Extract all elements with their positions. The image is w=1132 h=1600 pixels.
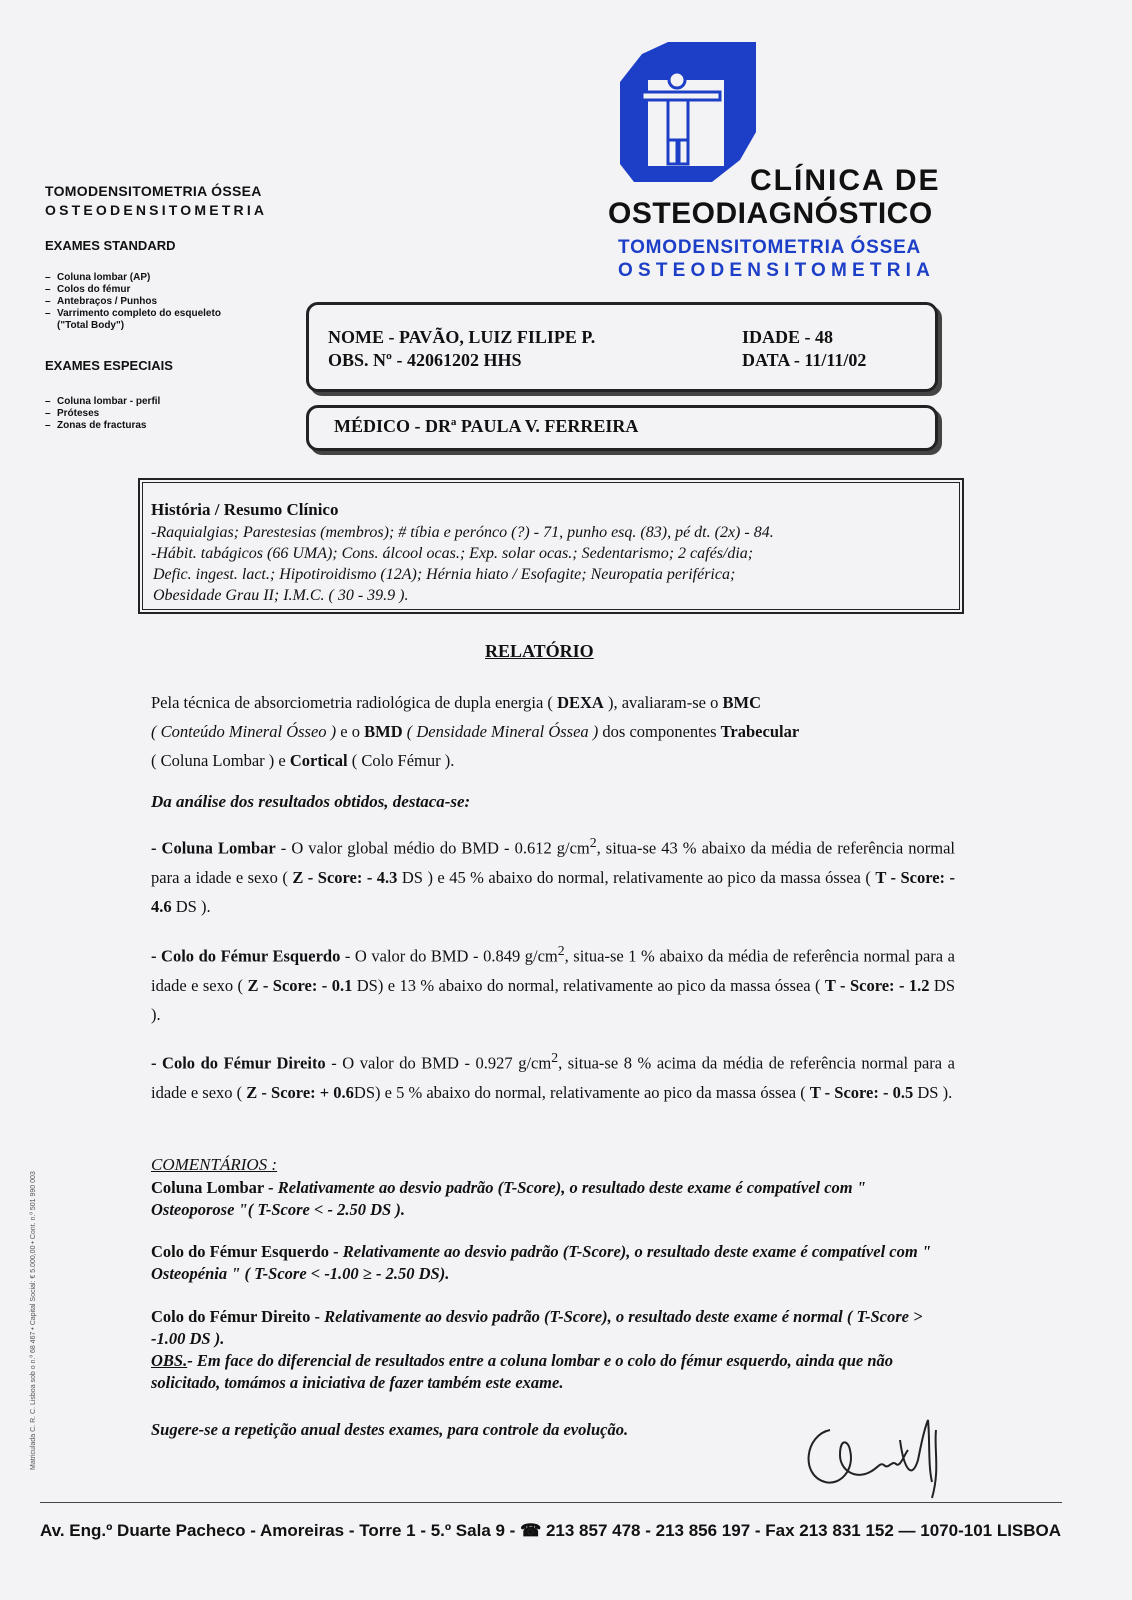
history-line: Defic. ingest. lact.; Hipotiroidismo (12A); Hérnia hiato / Esofagite; Neuropatia periférica; — [153, 566, 736, 583]
clinical-history-title: História / Resumo Clínico — [151, 500, 339, 519]
comment-lumbar: Coluna Lombar - Relativamente ao desvio padrão (T-Score), o resultado deste exame é compatível com " Osteoporose "( T-Score < - 2.50 DS ). — [151, 1178, 866, 1219]
standard-exams-list — [45, 272, 221, 332]
clinic-name-line1: CLÍNICA DE — [750, 164, 941, 197]
clinical-history-text — [151, 522, 774, 606]
clinic-specialty-line2: OSTEODENSITOMETRIA — [618, 260, 936, 281]
history-line: -Raquialgias; Parestesias (membros); # tíbia e perónco (?) - 71, punho esq. (83), pé dt. (2x) - 84. — [151, 524, 774, 541]
clinic-name-line2: OSTEODIAGNÓSTICO — [608, 197, 933, 230]
clinic-specialty-line1: TOMODENSITOMETRIA ÓSSEA — [618, 237, 922, 258]
report-intro-paragraph: Pela técnica de absorciometria radiológica de dupla energia ( DEXA ), avaliaram-se o BMC ( Conteúdo Mineral Ósseo ) e o BMD ( Densidade Mineral Óssea ) dos componentes Trabecular ( Coluna Lombar ) e Cortical ( Colo Fémur ). — [151, 693, 800, 770]
left-femur-result: - Colo do Fémur Esquerdo - O valor do BMD - 0.849 $g/cm^2$, situa-se 1 % abaixo da média de referência normal para a idade e sexo ( Z - Score: - 0.1 DS) e 13 % abaixo do normal, relativamente ao pico da massa óssea ( T - Score: - 1.2 DS ). — [151, 943, 956, 1024]
patient-age: IDADE - 48 — [742, 327, 834, 347]
list-item: – Próteses — [45, 408, 100, 419]
footer-address: Av. Eng.º Duarte Pacheco - Amoreiras - Torre 1 - 5.º Sala 9 - ☎ 213 857 478 - 213 856 197 - Fax 213 831 152 — 1070-101 LISBOA — [40, 1521, 1062, 1540]
list-item: – Coluna lombar - perfil — [45, 396, 161, 407]
patient-name: NOME - PAVÃO, LUIZ FILIPE P. — [328, 327, 596, 347]
list-item-continuation: ("Total Body") — [57, 320, 125, 331]
signature-icon — [800, 1410, 950, 1500]
list-item: – Varrimento completo do esqueleto — [45, 308, 221, 319]
list-item: – Colos do fémur — [45, 284, 131, 295]
history-line: Obesidade Grau II; I.M.C. ( 30 - 39.9 ). — [153, 587, 409, 604]
comment-left-femur: Colo do Fémur Esquerdo - Relativamente ao desvio padrão (T-Score), o resultado deste exame é compatível com " Osteopénia " ( T-Score < -1.00 ≥ - 2.50 DS). — [151, 1242, 931, 1283]
comment-repeat-recommendation: Sugere-se a repetição anual destes exames, para controle da evolução. — [151, 1420, 629, 1439]
comment-observation: OBS.- Em face do diferencial de resultados entre a coluna lombar e o colo do fémur esquerdo, ainda que não solicitado, tomámos a iniciativa de fazer também este exame. — [151, 1351, 894, 1392]
left-header-subtitle: OSTEODENSITOMETRIA — [45, 202, 268, 218]
special-exams-heading: EXAMES ESPECIAIS — [45, 358, 173, 373]
doctor-name: MÉDICO - DRª PAULA V. FERREIRA — [334, 416, 639, 436]
list-item: – Antebraços / Punhos — [45, 296, 158, 307]
history-line: -Hábit. tabágicos (66 UMA); Cons. álcool ocas.; Exp. solar ocas.; Sedentarismo; 2 cafés/dia; — [151, 545, 754, 562]
exam-date: DATA - 11/11/02 — [742, 350, 867, 370]
standard-exams-heading: EXAMES STANDARD — [45, 238, 176, 253]
lumbar-spine-result: - Coluna Lombar - O valor global médio do BMD - 0.612 $g/cm^2$, situa-se 43 % abaixo da média de referência normal para a idade e sexo ( Z - Score: - 4.3 DS ) e 45 % abaixo do normal, relativamente ao pico da massa óssea ( T - Score: - 4.6 DS ). — [151, 835, 956, 916]
patient-obs-number: OBS. Nº - 42061202 HHS — [328, 350, 522, 370]
comments-title: COMENTÁRIOS : — [151, 1155, 278, 1174]
left-header-title: TOMODENSITOMETRIA ÓSSEA — [45, 183, 262, 199]
footer-divider — [40, 1502, 1062, 1503]
comment-right-femur: Colo do Fémur Direito - Relativamente ao desvio padrão (T-Score), o resultado deste exame é normal ( T-Score > -1.00 DS ). — [151, 1307, 923, 1348]
special-exams-list — [45, 396, 160, 432]
clinic-logo-icon — [620, 42, 756, 182]
right-femur-result: - Colo do Fémur Direito - O valor do BMD - 0.927 $g/cm^2$, situa-se 8 % acima da média de referência normal para a idade e sexo ( Z - Score: + 0.6DS) e 5 % abaixo do normal, relativamente ao pico da massa óssea ( T - Score: - 0.5 DS ). — [151, 1050, 955, 1102]
company-registration-text: Matriculada C. R. C. Lisboa sob o n.º 68 467 • Capital Social: € 5.000,00 • Cont. n.º 501 990 003 — [30, 1171, 37, 1470]
report-title: RELATÓRIO — [485, 641, 594, 661]
analysis-intro: Da análise dos resultados obtidos, destaca-se: — [151, 792, 471, 811]
list-item: – Zonas de fracturas — [45, 420, 147, 431]
list-item: – Coluna lombar (AP) — [45, 272, 151, 283]
